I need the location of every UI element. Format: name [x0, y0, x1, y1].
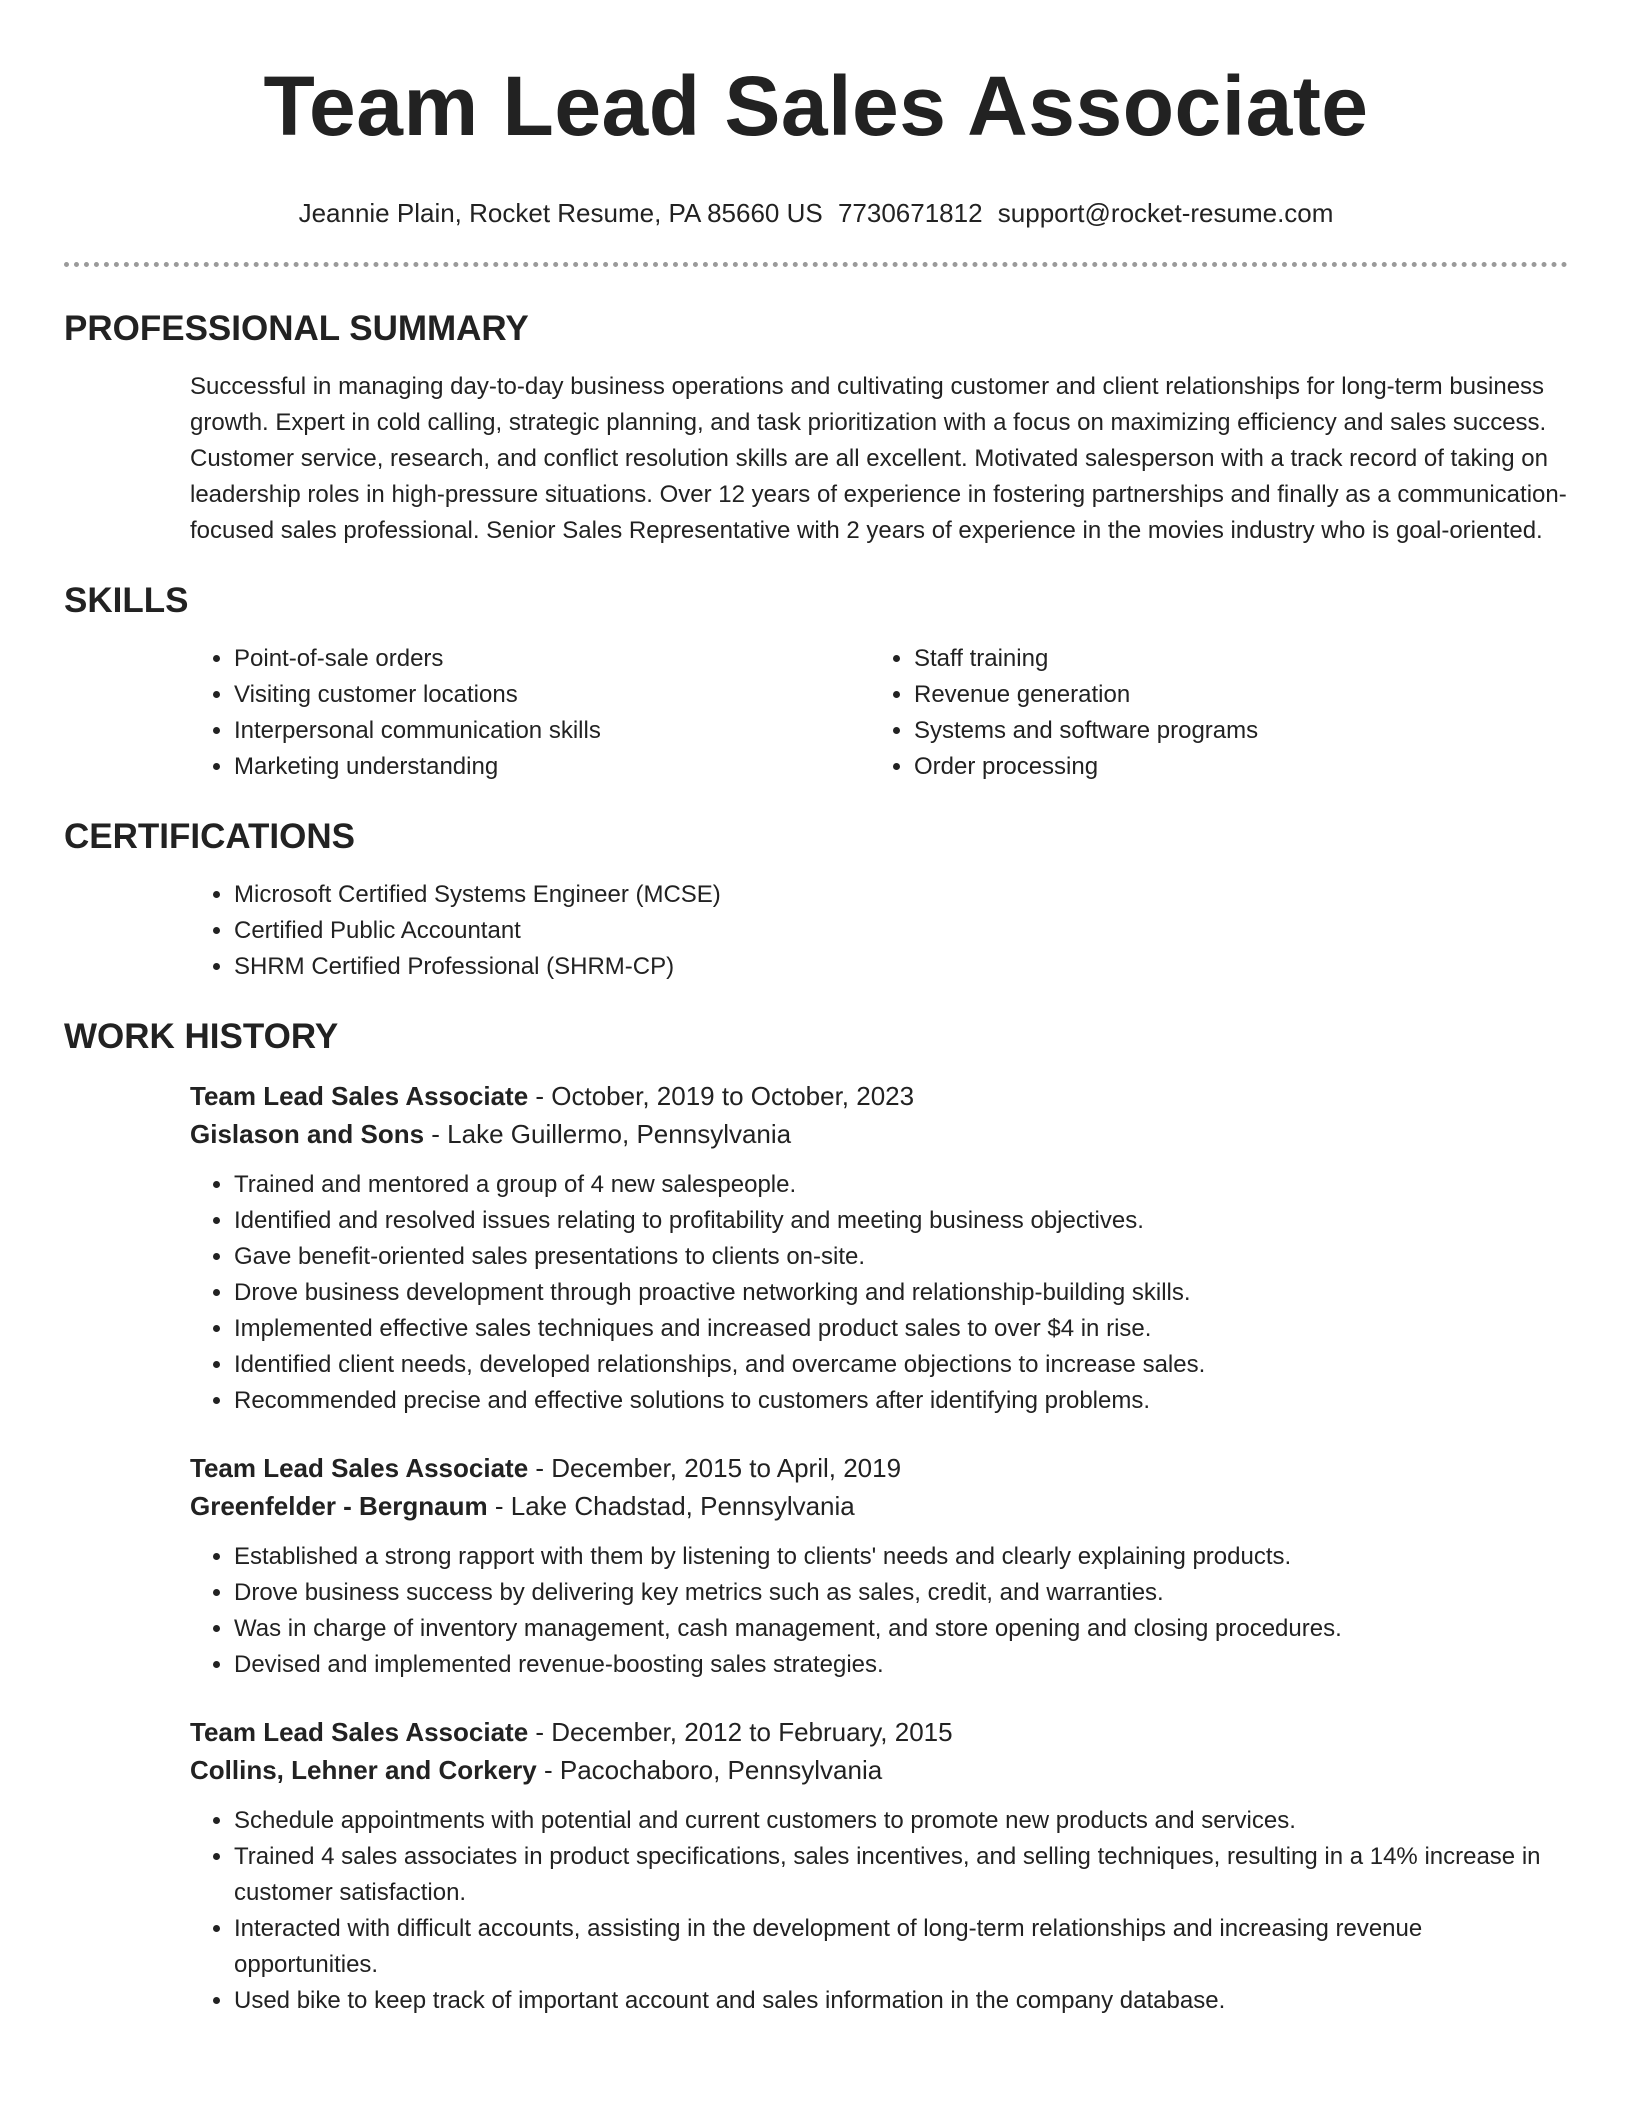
job-company: Collins, Lehner and Corkery	[190, 1755, 537, 1785]
resume-title: Team Lead Sales Associate	[263, 59, 1369, 153]
job-bullet: • Gave benefit-oriented sales presentations to clients on-site.	[234, 1239, 1568, 1275]
section-heading-skills: SKILLS	[64, 581, 189, 620]
job-bullet: • Implemented effective sales techniques and increased product sales to over $4 in rise.	[234, 1311, 1568, 1347]
job-bullet: • Schedule appointments with potential and current customers to promote new products and services.	[234, 1803, 1568, 1839]
certification-item: • SHRM Certified Professional (SHRM-CP)	[234, 949, 1568, 985]
contact-email: support@rocket-resume.com	[997, 198, 1334, 228]
summary-text: Successful in managing day-to-day business operations and cultivating customer and client relationships for long-term business growth. Expert in cold calling, strategic planning, and task prioritization with a focus on maximizing efficiency and sales success. Customer service, research, and conflict resolution skills are all excellent. Motivated salesperson with a track record of taking on leadership roles in high-pressure situations. Over 12 years of experience in fostering partnerships and finally as a communication-focused sales professional. Senior Sales Representative with 2 years of experience in the movies industry who is goal-oriented.	[190, 373, 1567, 544]
job-entry	[190, 1449, 1568, 1683]
job-dates: - December, 2015 to April, 2019	[528, 1453, 902, 1483]
skills-section	[64, 579, 1568, 785]
skills-column-left	[190, 641, 870, 785]
job-bullets	[190, 1803, 1568, 2019]
job-dates: - October, 2019 to October, 2023	[528, 1081, 915, 1111]
contact-address: Jeannie Plain, Rocket Resume, PA 85660 US	[298, 198, 823, 228]
job-title-line	[190, 1449, 1568, 1487]
skills-column-right	[870, 641, 1550, 785]
professional-summary-section	[64, 307, 1568, 549]
job-bullet: • Drove business development through proactive networking and relationship-building skills.	[234, 1275, 1568, 1311]
job-bullet: • Trained and mentored a group of 4 new salespeople.	[234, 1167, 1568, 1203]
skill-item: • Revenue generation	[914, 677, 1550, 713]
certifications-section	[64, 815, 1568, 985]
job-bullet: • Used bike to keep track of important account and sales information in the company database.	[234, 1983, 1568, 2019]
job-company-line	[190, 1115, 1568, 1153]
skill-item: • Order processing	[914, 749, 1550, 785]
job-bullet: • Identified client needs, developed relationships, and overcame objections to increase sales.	[234, 1347, 1568, 1383]
job-title: Team Lead Sales Associate	[190, 1453, 529, 1483]
job-bullet: • Identified and resolved issues relating to profitability and meeting business objectives.	[234, 1203, 1568, 1239]
skill-item: • Marketing understanding	[234, 749, 870, 785]
contact-line	[64, 196, 1568, 230]
contact-phone: 7730671812	[837, 198, 983, 228]
skill-item: • Systems and software programs	[914, 713, 1550, 749]
certification-item: • Microsoft Certified Systems Engineer (MCSE)	[234, 877, 1568, 913]
job-title: Team Lead Sales Associate	[190, 1717, 529, 1747]
skill-item: • Point-of-sale orders	[234, 641, 870, 677]
job-bullet: • Devised and implemented revenue-boosting sales strategies.	[234, 1647, 1568, 1683]
job-company-line	[190, 1751, 1568, 1789]
job-bullet: • Drove business success by delivering key metrics such as sales, credit, and warranties.	[234, 1575, 1568, 1611]
job-bullet: • Trained 4 sales associates in product specifications, sales incentives, and selling techniques, resulting in a 14% increase in customer satisfaction.	[234, 1839, 1568, 1911]
certifications-list	[190, 877, 1568, 985]
job-company: Greenfelder - Bergnaum	[190, 1491, 488, 1521]
job-dates: - December, 2012 to February, 2015	[528, 1717, 953, 1747]
job-bullet: • Interacted with difficult accounts, assisting in the development of long-term relationships and increasing revenue opportunities.	[234, 1911, 1568, 1983]
job-title-line	[190, 1077, 1568, 1115]
job-bullet: • Recommended precise and effective solutions to customers after identifying problems.	[234, 1383, 1568, 1419]
certification-item: • Certified Public Accountant	[234, 913, 1568, 949]
skills-grid	[190, 641, 1568, 785]
job-company-line	[190, 1487, 1568, 1525]
job-title-line	[190, 1713, 1568, 1751]
skill-item: • Staff training	[914, 641, 1550, 677]
job-location: - Pacochaboro, Pennsylvania	[536, 1755, 883, 1785]
header-divider	[64, 262, 1568, 267]
job-entry	[190, 1713, 1568, 2019]
skill-item: • Interpersonal communication skills	[234, 713, 870, 749]
job-location: - Lake Chadstad, Pennsylvania	[487, 1491, 855, 1521]
job-bullet: • Established a strong rapport with them by listening to clients' needs and clearly explaining products.	[234, 1539, 1568, 1575]
work-history-list	[190, 1077, 1568, 2019]
section-heading-certifications: CERTIFICATIONS	[64, 817, 356, 856]
section-heading-work-history: WORK HISTORY	[64, 1017, 339, 1056]
job-title: Team Lead Sales Associate	[190, 1081, 529, 1111]
job-entry	[190, 1077, 1568, 1419]
job-company: Gislason and Sons	[190, 1119, 425, 1149]
job-location: - Lake Guillermo, Pennsylvania	[424, 1119, 792, 1149]
job-bullet: • Was in charge of inventory management, cash management, and store opening and closing procedures.	[234, 1611, 1568, 1647]
job-bullets	[190, 1167, 1568, 1419]
job-bullets	[190, 1539, 1568, 1683]
section-heading-summary: PROFESSIONAL SUMMARY	[64, 309, 529, 348]
work-history-section	[64, 1015, 1568, 2019]
skill-item: • Visiting customer locations	[234, 677, 870, 713]
